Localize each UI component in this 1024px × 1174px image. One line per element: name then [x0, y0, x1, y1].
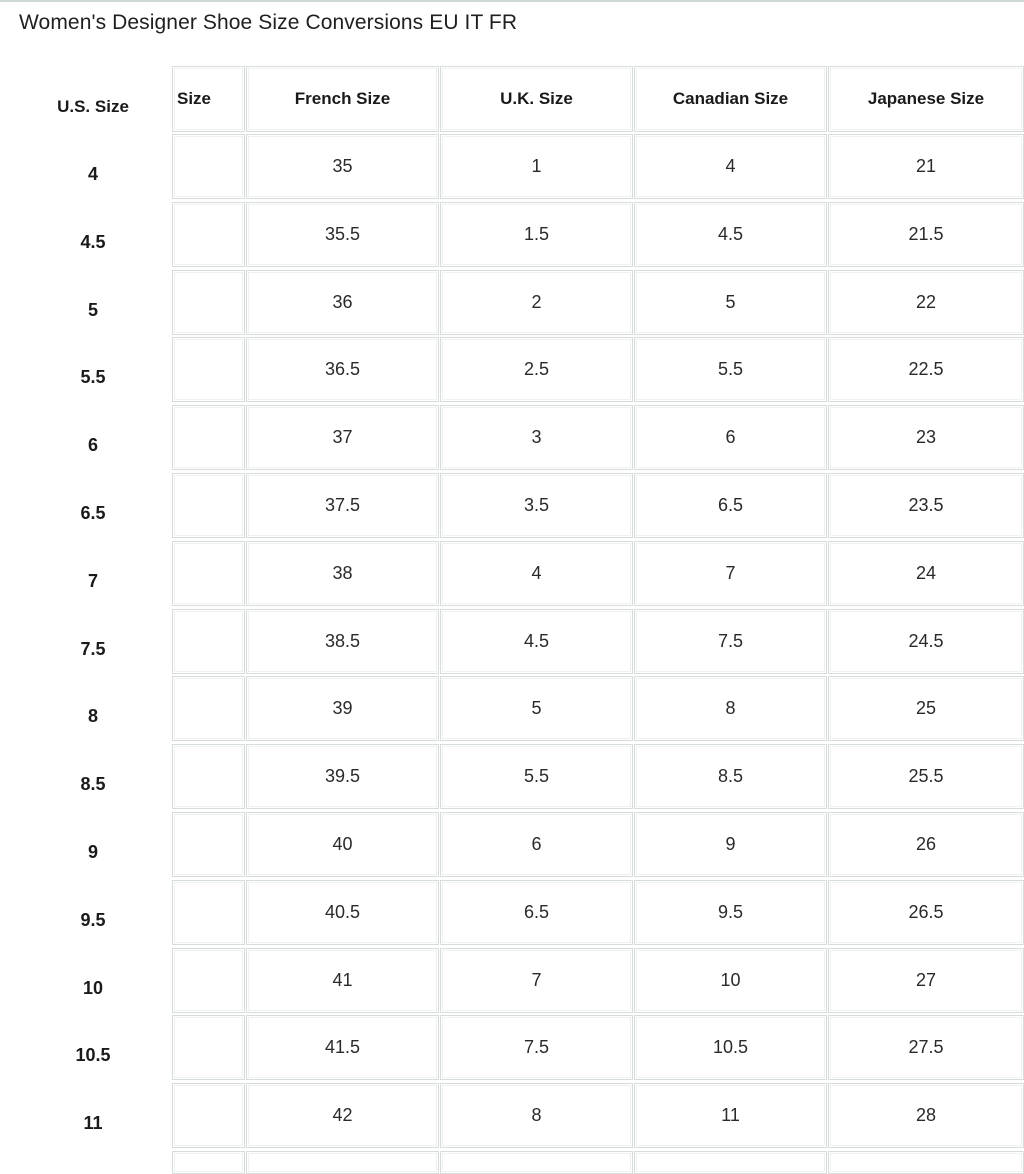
us-size-cell: 4	[87, 164, 98, 184]
table-cell-french: 42	[246, 1083, 439, 1148]
column-header-us-size: U.S. Size	[57, 97, 129, 116]
table-cell-japanese: 21	[828, 134, 1024, 199]
us-size-cell: 5	[87, 300, 98, 320]
table-cell-size	[172, 609, 245, 674]
table-cell-canadian: 5	[634, 270, 827, 335]
table-cell-french: 36.5	[246, 337, 439, 402]
table-cell-size	[172, 1015, 245, 1080]
table-cell-canadian: 6	[634, 405, 827, 470]
table-cell-cutoff	[440, 1151, 633, 1174]
us-size-cell: 4.5	[80, 232, 106, 252]
table-cell-french: 40	[246, 812, 439, 877]
table-cell-size	[172, 270, 245, 335]
table-cell-uk: 4.5	[440, 609, 633, 674]
table-cell-japanese: 25.5	[828, 744, 1024, 809]
table-cell-size	[172, 1083, 245, 1148]
table-cell-canadian: 4	[634, 134, 827, 199]
table-cell-uk: 7	[440, 948, 633, 1013]
table-cell-uk: 6	[440, 812, 633, 877]
table-cell-uk: 8	[440, 1083, 633, 1148]
table-cell-uk: 2.5	[440, 337, 633, 402]
table-cell-canadian: 8.5	[634, 744, 827, 809]
table-cell-uk: 1.5	[440, 202, 633, 267]
column-header-canadian: Canadian Size	[634, 66, 827, 132]
table-cell-canadian: 9.5	[634, 880, 827, 945]
us-size-cell: 6	[87, 435, 98, 455]
table-cell-canadian: 9	[634, 812, 827, 877]
table-cell-japanese: 28	[828, 1083, 1024, 1148]
table-cell-size	[172, 812, 245, 877]
table-cell-size	[172, 473, 245, 538]
table-cell-french: 39.5	[246, 744, 439, 809]
column-header-uk: U.K. Size	[440, 66, 633, 132]
column-header-french: French Size	[246, 66, 439, 132]
table-cell-size	[172, 676, 245, 741]
us-size-cell: 7.5	[80, 639, 106, 659]
table-cell-japanese: 23	[828, 405, 1024, 470]
us-size-cell: 10	[82, 978, 104, 998]
us-size-cell: 8	[87, 706, 98, 726]
table-cell-canadian: 5.5	[634, 337, 827, 402]
table-cell-uk: 5.5	[440, 744, 633, 809]
table-cell-uk: 3.5	[440, 473, 633, 538]
table-cell-canadian: 11	[634, 1083, 827, 1148]
table-cell-french: 38	[246, 541, 439, 606]
column-header-size: Size	[172, 66, 245, 132]
table-cell-size	[172, 405, 245, 470]
table-cell-french: 41	[246, 948, 439, 1013]
table-cell-french: 39	[246, 676, 439, 741]
table-cell-japanese: 22	[828, 270, 1024, 335]
column-header-japanese: Japanese Size	[828, 66, 1024, 132]
table-cell-canadian: 7	[634, 541, 827, 606]
us-size-cell: 6.5	[80, 503, 106, 523]
table-cell-size	[172, 744, 245, 809]
table-cell-cutoff	[828, 1151, 1024, 1174]
table-cell-size	[172, 880, 245, 945]
table-cell-canadian: 10.5	[634, 1015, 827, 1080]
table-cell-japanese: 21.5	[828, 202, 1024, 267]
table-cell-cutoff	[634, 1151, 827, 1174]
table-cell-canadian: 8	[634, 676, 827, 741]
table-cell-uk: 7.5	[440, 1015, 633, 1080]
table-cell-japanese: 26	[828, 812, 1024, 877]
table-cell-uk: 2	[440, 270, 633, 335]
table-cell-japanese: 26.5	[828, 880, 1024, 945]
table-cell-uk: 5	[440, 676, 633, 741]
table-cell-cutoff	[172, 1151, 245, 1174]
table-cell-canadian: 10	[634, 948, 827, 1013]
table-cell-french: 36	[246, 270, 439, 335]
us-size-cell: 5.5	[80, 367, 106, 387]
table-cell-french: 37	[246, 405, 439, 470]
table-cell-size	[172, 134, 245, 199]
table-cell-cutoff	[246, 1151, 439, 1174]
table-cell-size	[172, 948, 245, 1013]
table-cell-japanese: 25	[828, 676, 1024, 741]
table-cell-japanese: 24	[828, 541, 1024, 606]
us-size-cell: 10.5	[75, 1045, 111, 1065]
table-cell-french: 35.5	[246, 202, 439, 267]
top-divider	[0, 0, 1024, 2]
table-cell-japanese: 22.5	[828, 337, 1024, 402]
table-cell-size	[172, 202, 245, 267]
table-cell-french: 35	[246, 134, 439, 199]
table-cell-size	[172, 337, 245, 402]
table-cell-canadian: 7.5	[634, 609, 827, 674]
table-cell-japanese: 27	[828, 948, 1024, 1013]
table-cell-uk: 4	[440, 541, 633, 606]
us-size-cell: 9	[87, 842, 98, 862]
page-title: Women's Designer Shoe Size Conversions EU IT FR	[19, 11, 518, 34]
table-cell-french: 40.5	[246, 880, 439, 945]
table-cell-japanese: 27.5	[828, 1015, 1024, 1080]
us-size-cell: 11	[83, 1113, 103, 1133]
table-cell-uk: 3	[440, 405, 633, 470]
us-size-cell: 7	[87, 571, 98, 591]
table-cell-uk: 1	[440, 134, 633, 199]
table-cell-canadian: 6.5	[634, 473, 827, 538]
table-cell-french: 37.5	[246, 473, 439, 538]
table-cell-french: 41.5	[246, 1015, 439, 1080]
us-size-cell: 9.5	[80, 910, 106, 930]
table-cell-japanese: 23.5	[828, 473, 1024, 538]
us-size-cell: 8.5	[80, 774, 106, 794]
table-cell-japanese: 24.5	[828, 609, 1024, 674]
table-cell-uk: 6.5	[440, 880, 633, 945]
table-cell-french: 38.5	[246, 609, 439, 674]
table-cell-canadian: 4.5	[634, 202, 827, 267]
table-cell-size	[172, 541, 245, 606]
